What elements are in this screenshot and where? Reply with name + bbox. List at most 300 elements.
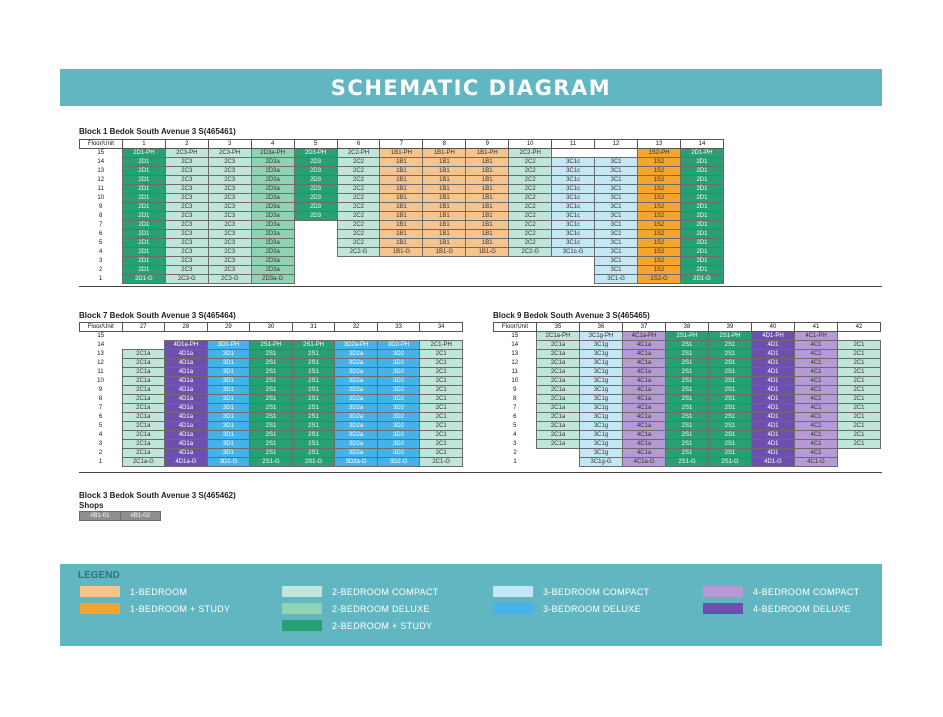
unit-cell: 3C1g <box>580 422 623 431</box>
unit-cell: 3C1g <box>580 404 623 413</box>
unit-cell: 4D1a <box>165 386 208 395</box>
unit-cell: 4C1-PH <box>795 332 838 341</box>
floor-row <box>80 413 463 422</box>
unit-cell: 2D1 <box>680 212 723 221</box>
unit-cell: 3C1g <box>580 386 623 395</box>
unit-cell: 3C1 <box>595 194 638 203</box>
unit-cell: 1B1 <box>466 212 509 221</box>
unit-cell: 2C2 <box>337 239 380 248</box>
unit-cell: 2S1 <box>292 377 335 386</box>
unit-cell: 1B1 <box>380 221 423 230</box>
unit-cell: 2S1-PH <box>709 332 752 341</box>
unit-cell: 2D1 <box>122 248 165 257</box>
empty-cell <box>466 257 509 266</box>
unit-cell: 2C1a <box>122 413 165 422</box>
unit-cell: 4D1a-PH <box>165 341 208 350</box>
floor-number: 1 <box>80 275 123 284</box>
floor-number: 14 <box>80 158 123 167</box>
unit-cell: 4D1-G <box>752 458 795 467</box>
shop-unit: #B1-01 <box>80 512 121 521</box>
unit-cell: 2S1 <box>250 449 293 458</box>
floor-row <box>80 422 463 431</box>
unit-cell: 1B1 <box>380 194 423 203</box>
empty-cell <box>294 221 337 230</box>
unit-cell: 2D3a <box>251 257 294 266</box>
floor-row <box>80 395 463 404</box>
unit-cell: 3C1 <box>595 266 638 275</box>
unit-cell: 2D3a <box>251 194 294 203</box>
unit-cell: 2D3a <box>251 185 294 194</box>
unit-cell: 2D1 <box>680 257 723 266</box>
empty-cell <box>380 257 423 266</box>
unit-cell: 4C1a <box>623 377 666 386</box>
floor-row <box>80 332 463 341</box>
floor-number: 6 <box>80 413 123 422</box>
unit-cell: 2C1 <box>420 395 463 404</box>
empty-cell <box>335 332 378 341</box>
floor-number: 2 <box>494 449 537 458</box>
unit-cell: 4C1 <box>795 413 838 422</box>
unit-cell: 3C1 <box>595 203 638 212</box>
unit-cell: 4C1a <box>623 449 666 458</box>
legend-label: 3-BEDROOM COMPACT <box>543 586 650 597</box>
floor-number: 14 <box>80 341 123 350</box>
unit-cell: 2C2 <box>337 221 380 230</box>
floor-row <box>494 368 881 377</box>
unit-cell: 2D3 <box>294 185 337 194</box>
floor-number: 7 <box>80 404 123 413</box>
unit-cell: 2C2 <box>509 221 552 230</box>
empty-cell <box>838 332 881 341</box>
unit-cell: 2S1 <box>250 431 293 440</box>
unit-cell: 2S1 <box>666 350 709 359</box>
unit-cell: 3D2a <box>335 377 378 386</box>
unit-cell: 2S1 <box>666 368 709 377</box>
unit-cell: 3D2a <box>335 449 378 458</box>
unit-cell: 2C1a <box>537 404 580 413</box>
floor-number: 10 <box>80 377 123 386</box>
unit-cell: 2S1 <box>250 404 293 413</box>
legend-swatch <box>80 603 120 614</box>
legend-item-2-bedroom-deluxe <box>282 603 430 614</box>
floor-unit-header: Floor/Unit <box>80 140 123 149</box>
floor-number: 15 <box>80 149 123 158</box>
unit-cell: 3D1 <box>207 413 250 422</box>
unit-cell: 2C1a <box>122 377 165 386</box>
unit-cell: 2C1a <box>122 440 165 449</box>
unit-cell: 1B1 <box>466 167 509 176</box>
empty-cell <box>337 275 380 284</box>
floor-number: 13 <box>80 350 123 359</box>
unit-cell: 3C1c <box>552 176 595 185</box>
unit-cell: 2C2-G <box>337 248 380 257</box>
unit-cell: 2D1-G <box>122 275 165 284</box>
unit-cell: 4D1 <box>752 359 795 368</box>
unit-cell: 3D2 <box>377 422 420 431</box>
unit-cell: 2C1 <box>838 341 881 350</box>
empty-cell <box>122 341 165 350</box>
unit-cell: 2D1 <box>680 194 723 203</box>
unit-cell: 4D1 <box>752 440 795 449</box>
unit-cell: 2C1 <box>420 431 463 440</box>
unit-cell: 4D1 <box>752 350 795 359</box>
floor-row <box>80 212 724 221</box>
block1-divider <box>79 286 882 287</box>
unit-number-header: 9 <box>466 140 509 149</box>
legend-swatch <box>282 603 322 614</box>
unit-cell: 1S2 <box>637 203 680 212</box>
floor-row <box>80 350 463 359</box>
unit-cell: 3D1 <box>207 422 250 431</box>
block9-title: Block 9 Bedok South Avenue 3 S(465465) <box>493 311 650 320</box>
unit-cell: 1S2 <box>637 239 680 248</box>
unit-cell: 4C1a <box>623 368 666 377</box>
unit-cell: 2D1 <box>122 221 165 230</box>
unit-cell: 3C1g <box>580 440 623 449</box>
unit-cell: 4C1a <box>623 413 666 422</box>
empty-cell <box>380 275 423 284</box>
unit-cell: 2S1 <box>250 386 293 395</box>
legend-item-4-bedroom-compact <box>703 586 859 597</box>
unit-cell: 3D2 <box>377 359 420 368</box>
unit-cell: 4D1a <box>165 368 208 377</box>
empty-cell <box>466 266 509 275</box>
unit-cell: 2D1 <box>122 230 165 239</box>
unit-cell: 4D1a <box>165 404 208 413</box>
floor-number: 10 <box>80 194 123 203</box>
unit-cell: 2D1 <box>122 266 165 275</box>
unit-cell: 3C1 <box>595 239 638 248</box>
unit-number-header: 12 <box>595 140 638 149</box>
unit-cell: 3C1g <box>580 395 623 404</box>
unit-cell: 3C1c <box>552 203 595 212</box>
unit-cell: 4D1a <box>165 359 208 368</box>
unit-number-header: 35 <box>537 323 580 332</box>
empty-cell <box>509 257 552 266</box>
unit-cell: 2C1a <box>122 404 165 413</box>
unit-cell: 2C1a <box>537 422 580 431</box>
unit-cell: 2S1 <box>292 422 335 431</box>
unit-number-header: 41 <box>795 323 838 332</box>
unit-cell: 2C1a <box>537 341 580 350</box>
floor-number: 3 <box>80 440 123 449</box>
unit-cell: 1B1 <box>380 239 423 248</box>
floor-number: 9 <box>494 386 537 395</box>
floor-row <box>80 149 724 158</box>
unit-cell: 2S1 <box>292 395 335 404</box>
unit-cell: 3C1 <box>595 212 638 221</box>
unit-number-header: 3 <box>208 140 251 149</box>
unit-cell: 2C1 <box>838 431 881 440</box>
unit-cell: 2C3-G <box>208 275 251 284</box>
unit-cell: 3C1c <box>552 212 595 221</box>
unit-cell: 2C1 <box>420 350 463 359</box>
empty-cell <box>552 149 595 158</box>
unit-cell: 3C1c-G <box>552 248 595 257</box>
unit-cell: 2S1-G <box>666 458 709 467</box>
block3-subtitle: Shops <box>79 501 104 510</box>
unit-cell: 3C1c <box>552 221 595 230</box>
unit-cell: 2C1 <box>420 377 463 386</box>
unit-cell: 1B1 <box>423 239 466 248</box>
floor-number: 5 <box>494 422 537 431</box>
unit-cell: 3C1g <box>580 449 623 458</box>
unit-cell: 4C1 <box>795 341 838 350</box>
empty-cell <box>466 275 509 284</box>
floor-number: 9 <box>80 203 123 212</box>
floor-row <box>494 395 881 404</box>
unit-cell: 2S1 <box>666 422 709 431</box>
unit-cell: 2C2 <box>337 185 380 194</box>
unit-cell: 2C1 <box>420 422 463 431</box>
unit-cell: 2S1 <box>250 413 293 422</box>
unit-cell: 1B1-PH <box>380 149 423 158</box>
unit-cell: 4D1a <box>165 377 208 386</box>
unit-cell: 1S2 <box>637 257 680 266</box>
floor-row <box>494 341 881 350</box>
unit-cell: 2S1-PH <box>666 332 709 341</box>
unit-cell: 2S1 <box>292 386 335 395</box>
unit-cell: 3D2 <box>377 404 420 413</box>
unit-number-header: 7 <box>380 140 423 149</box>
unit-cell: 2C3 <box>208 176 251 185</box>
unit-number-header: 33 <box>377 323 420 332</box>
empty-cell <box>509 266 552 275</box>
unit-number-header: 42 <box>838 323 881 332</box>
unit-cell: 3C1c <box>552 158 595 167</box>
unit-cell: 2C3 <box>208 257 251 266</box>
empty-cell <box>509 275 552 284</box>
empty-cell <box>294 275 337 284</box>
legend-swatch <box>493 603 533 614</box>
unit-cell: 3D2a <box>335 422 378 431</box>
unit-cell: 3C1c <box>552 239 595 248</box>
floor-number: 4 <box>80 248 123 257</box>
unit-cell: 2D1 <box>122 257 165 266</box>
unit-cell: 2D1-PH <box>122 149 165 158</box>
page-title: SCHEMATIC DIAGRAM <box>330 75 612 100</box>
unit-cell: 2C1a <box>537 350 580 359</box>
unit-cell: 4D1 <box>752 368 795 377</box>
legend-item-2-bedroom-compact <box>282 586 438 597</box>
unit-cell: 1S2 <box>637 221 680 230</box>
legend-label: 4-BEDROOM COMPACT <box>753 586 860 597</box>
unit-number-header: 5 <box>294 140 337 149</box>
floor-row <box>80 248 724 257</box>
legend-swatch <box>282 586 322 597</box>
unit-cell: 2D3a <box>251 266 294 275</box>
unit-cell: 2C2 <box>337 212 380 221</box>
unit-cell: 2C3 <box>165 194 208 203</box>
unit-cell: 2C1 <box>838 386 881 395</box>
empty-cell <box>294 239 337 248</box>
unit-cell: 3D2a <box>335 359 378 368</box>
unit-number-header: 31 <box>292 323 335 332</box>
unit-cell: 2C1a <box>122 449 165 458</box>
floor-number: 4 <box>80 431 123 440</box>
unit-cell: 2C1a <box>537 413 580 422</box>
unit-cell: 2C1 <box>420 386 463 395</box>
legend-label: 2-BEDROOM COMPACT <box>332 586 439 597</box>
unit-cell: 3C1g <box>580 377 623 386</box>
unit-cell: 2C3 <box>208 248 251 257</box>
unit-number-header: 1 <box>122 140 165 149</box>
unit-cell: 2S1-PH <box>292 341 335 350</box>
unit-cell: 4C1a-PH <box>623 332 666 341</box>
floor-row <box>80 368 463 377</box>
legend-swatch <box>282 620 322 631</box>
block9-table <box>493 322 881 467</box>
unit-cell: 2C1 <box>838 395 881 404</box>
unit-cell: 2C1 <box>838 422 881 431</box>
floor-number: 14 <box>494 341 537 350</box>
unit-cell: 2C2 <box>337 176 380 185</box>
unit-cell: 2C3 <box>208 167 251 176</box>
legend-item-4-bedroom-deluxe <box>703 603 851 614</box>
legend-item-3-bedroom-deluxe <box>493 603 641 614</box>
unit-cell: 3D2 <box>377 440 420 449</box>
unit-cell: 3C1 <box>595 248 638 257</box>
unit-cell: 3D1 <box>207 404 250 413</box>
floor-row <box>80 194 724 203</box>
unit-cell: 3D2-G <box>377 458 420 467</box>
unit-cell: 2C3 <box>165 239 208 248</box>
unit-cell: 2C3 <box>208 194 251 203</box>
unit-cell: 3D2a <box>335 350 378 359</box>
unit-cell: 3C1g <box>580 341 623 350</box>
unit-number-header: 10 <box>509 140 552 149</box>
unit-cell: 3C1c <box>552 167 595 176</box>
unit-cell: 2S1 <box>250 350 293 359</box>
floor-row <box>494 386 881 395</box>
unit-cell: 2D1 <box>680 185 723 194</box>
unit-cell: 2D1 <box>680 230 723 239</box>
unit-cell: 3D2 <box>377 368 420 377</box>
unit-cell: 4C1a <box>623 422 666 431</box>
unit-number-header: 14 <box>680 140 723 149</box>
unit-cell: 2S1 <box>709 431 752 440</box>
floor-row <box>80 440 463 449</box>
legend-item-3-bedroom-compact <box>493 586 649 597</box>
unit-cell: 4D1 <box>752 413 795 422</box>
empty-cell <box>294 230 337 239</box>
unit-cell: 2C1 <box>838 377 881 386</box>
unit-cell: 1S2 <box>637 185 680 194</box>
unit-cell: 1B1-PH <box>466 149 509 158</box>
unit-cell: 2C1 <box>838 440 881 449</box>
unit-cell: 2D1 <box>122 194 165 203</box>
unit-cell: 3D2a-PH <box>335 341 378 350</box>
unit-cell: 4D1 <box>752 386 795 395</box>
legend-label: 4-BEDROOM DELUXE <box>753 603 851 614</box>
floor-row <box>80 221 724 230</box>
unit-cell: 2S1 <box>292 350 335 359</box>
block1-title: Block 1 Bedok South Avenue 3 S(465461) <box>79 127 236 136</box>
shops-table <box>79 511 161 521</box>
unit-cell: 1B1 <box>423 158 466 167</box>
unit-number-header: 11 <box>552 140 595 149</box>
unit-cell: 4C1a <box>623 350 666 359</box>
unit-cell: 4C1 <box>795 449 838 458</box>
unit-cell: 2C1 <box>420 449 463 458</box>
unit-cell: 1B1 <box>380 203 423 212</box>
floor-row <box>494 404 881 413</box>
unit-cell: 2S1 <box>709 368 752 377</box>
unit-cell: 2C1a <box>122 359 165 368</box>
floor-number: 5 <box>80 239 123 248</box>
unit-cell: 2D1 <box>122 212 165 221</box>
unit-cell: 1B1 <box>466 239 509 248</box>
unit-cell: 3D2 <box>377 395 420 404</box>
floor-number: 6 <box>80 230 123 239</box>
unit-cell: 2S1 <box>292 431 335 440</box>
floor-row <box>80 176 724 185</box>
unit-cell: 1B1 <box>466 185 509 194</box>
unit-cell: 4D1a-G <box>165 458 208 467</box>
unit-cell: 2D3a <box>251 212 294 221</box>
unit-number-header: 32 <box>335 323 378 332</box>
unit-cell: 1S2 <box>637 167 680 176</box>
unit-cell: 2C2 <box>337 203 380 212</box>
unit-cell: 2C3 <box>208 212 251 221</box>
unit-cell: 2C1a-G <box>122 458 165 467</box>
floor-row <box>80 458 463 467</box>
unit-cell: 3D2 <box>377 449 420 458</box>
unit-number-header: 8 <box>423 140 466 149</box>
empty-cell <box>250 332 293 341</box>
floor-row <box>494 377 881 386</box>
unit-cell: 2S1 <box>709 386 752 395</box>
unit-cell: 2C2 <box>509 212 552 221</box>
unit-cell: 2D1 <box>122 239 165 248</box>
unit-cell: 2C1a-PH <box>537 332 580 341</box>
block3-title: Block 3 Bedok South Avenue 3 S(465462) <box>79 491 236 500</box>
unit-cell: 1S2 <box>637 176 680 185</box>
unit-cell: 2C3-PH <box>208 149 251 158</box>
unit-cell: 3C1g <box>580 413 623 422</box>
unit-cell: 2D3 <box>294 212 337 221</box>
floor-number: 8 <box>494 395 537 404</box>
unit-cell: 3D1 <box>207 377 250 386</box>
unit-cell: 2S1 <box>709 377 752 386</box>
unit-cell: 3D2a <box>335 431 378 440</box>
unit-cell: 1B1 <box>380 212 423 221</box>
floor-number: 1 <box>494 458 537 467</box>
unit-cell: 3C1g-G <box>580 458 623 467</box>
unit-number-header: 39 <box>709 323 752 332</box>
unit-cell: 4C1a <box>623 440 666 449</box>
unit-cell: 1B1 <box>423 212 466 221</box>
unit-cell: 2S1 <box>292 368 335 377</box>
unit-cell: 2C3 <box>208 203 251 212</box>
unit-cell: 2C3 <box>165 212 208 221</box>
floor-number: 13 <box>80 167 123 176</box>
unit-cell: 4D1 <box>752 377 795 386</box>
unit-cell: 2S1 <box>292 440 335 449</box>
floor-row <box>80 275 724 284</box>
unit-cell: 2S1-G <box>292 458 335 467</box>
unit-cell: 2D3a <box>251 167 294 176</box>
unit-cell: 2S1 <box>666 413 709 422</box>
unit-number-header: 27 <box>122 323 165 332</box>
unit-cell: 1B1-G <box>423 248 466 257</box>
unit-cell: 1B1 <box>423 176 466 185</box>
legend-label: 1-BEDROOM + STUDY <box>130 603 231 614</box>
unit-cell: 2C1a <box>537 368 580 377</box>
floor-row <box>80 266 724 275</box>
unit-cell: 2D3a <box>251 221 294 230</box>
unit-cell: 3C1 <box>595 230 638 239</box>
